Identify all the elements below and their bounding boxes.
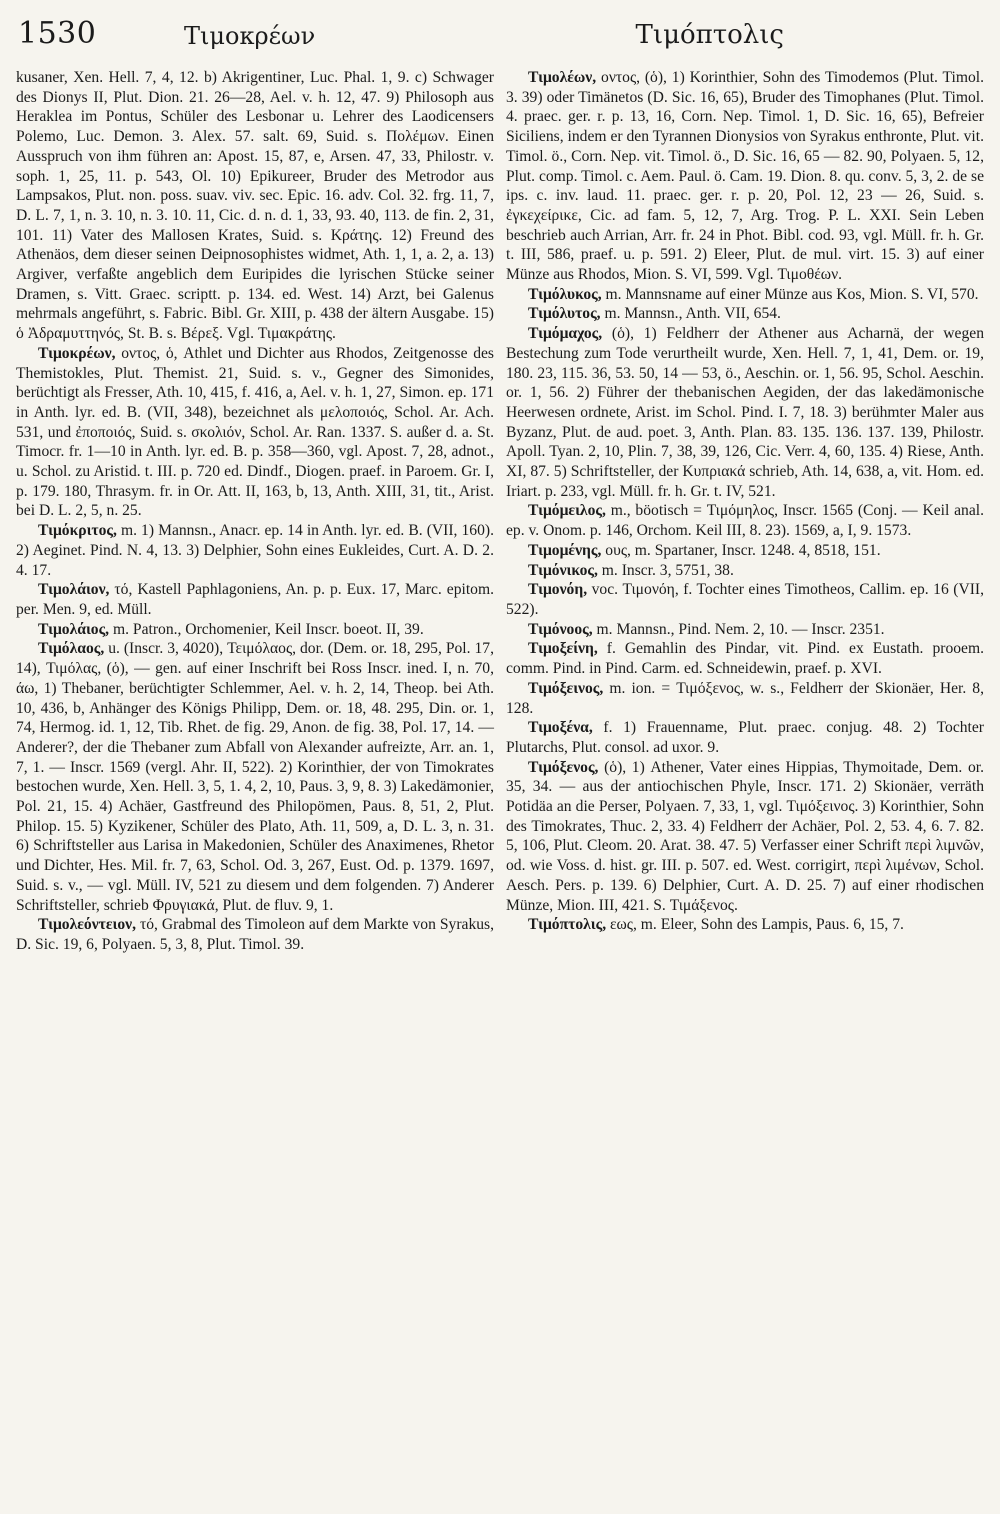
entry-headword: Τιμοξείνη, — [528, 640, 598, 658]
dictionary-entry — [506, 915, 984, 935]
dictionary-entry — [16, 620, 494, 640]
dictionary-entry — [506, 758, 984, 916]
entry-text: (ὁ), 1) Athener, Vater eines Hippias, Thymoitade, Dem. or. 35, 34. — aus der antiochischen Phyle, Inscr. 171. 2) Skionäer, verräth Potidäa an die Perser, Polyaen. 7, 33, 1, vgl. Τιμόξεινος. 3) Korinthier, Sohn des Timokrates, Thuc. 2, 33. 4) Feldherr der Achäer, Pol. 2, 53. 4, 6. 7. 82. 5, 106, Plut. Cleom. 20. Arat. 38. 47. 5) Verfasser einer Schrift περὶ λιμνῶν, od. wie Voss. d. hist. gr. III. p. 507. ed. West. corrigirt, περὶ λιμένων, Schol. Aesch. Pers. p. 139. 6) Delphier, Curt. A. D. 25. 7) auf einer rhodischen Münze, Mion. III, 421. S. Τιμάξενος. — [506, 758, 984, 914]
entry-headword: Τιμομένης, — [528, 541, 602, 559]
entry-headword: Τιμονόη, — [528, 581, 588, 599]
right-column — [506, 68, 984, 955]
entry-text: m. Mannsn., Pind. Nem. 2, 10. — Inscr. 2351. — [592, 620, 885, 638]
dictionary-entry — [506, 304, 984, 324]
entry-headword: Τιμόμαχος, — [528, 325, 603, 343]
dictionary-entry — [16, 915, 494, 954]
entry-text: τό, Grabmal des Timoleon auf dem Markte von Syrakus, D. Sic. 19, 6, Polyaen. 5, 3, 8, Plut. Timol. 39. — [16, 916, 494, 953]
entry-text: u. (Inscr. 3, 4020), Τειμόλαος, dor. (Dem. or. 18, 295, Pol. 17, 14), Τιμόλας, (ὁ), — gen. auf einer Inschrift bei Ross Inscr. ined. I, n. 70, άω, 1) Thebaner, berüchtigter Schlemmer, Ael. v. h. 2, 14, Theop. bei Ath. 10, 436, b, Anhänger des Königs Philipp, Dem. or. 18, 48. 295, Din. or. 1, 74, Hermog. id. 1, 12, Tib. Rhet. de fig. 29, Anon. de fig. 38, Pol. 17, 14. — Anderer?, der die Thebaner zum Abfall von Alexander aufreizte, Arr. an. 1, 7, 1. — Inscr. 1569 (vergl. Ahr. II, 522). 2) Korinthier, der von Timokrates bestochen wurde, Xen. Hell. 3, 5, 1. 4, 2, 10, Paus. 3, 9, 8. 3) Lakedämonier, Pol. 21, 15. 4) Achäer, Gastfreund des Philopömen, Paus. 8, 51, 2, Plut. Philop. 15. 5) Kyzikener, Schüler des Plato, Ath. 11, 509, a, D. L. 3, n. 31. 6) Schriftsteller aus Larisa in Makedonien, Schüler des Anaximenes, Rhetor und Dichter, Hes. Mil. fr. 7, 63, Schol. Od. 3, 267, Eust. Od. p. 1379. 1697, Suid. s. v., — vgl. Müll. IV, 521 zu diesem und dem folgenden. 7) Anderer Schriftsteller, schrieb Φρυγιακά, Plut. de fluv. 9, 1. — [16, 640, 494, 914]
entry-text: f. 1) Frauenname, Plut. praec. conjug. 48. 2) Tochter Plutarchs, Plut. consol. ad uxor. 9. — [506, 719, 984, 756]
dictionary-entry — [506, 620, 984, 640]
entry-headword: Τιμόπτολις, — [528, 916, 607, 934]
entry-text: f. Gemahlin des Pindar, vit. Pind. ex Eustath. prooem. comm. Pind. in Pind. Carm. ed. Schneidewin, praef. p. XVI. — [506, 640, 984, 678]
dictionary-entry — [506, 68, 984, 285]
entry-text: m. 1) Mannsn., Anacr. ep. 14 in Anth. lyr. ed. B. (VII, 160). 2) Aeginet. Pind. N. 4, 13. 3) Delphier, Sohn eines Eukleides, Curt. A. D. 2. 4. 17. — [16, 522, 494, 579]
dictionary-entry — [506, 718, 984, 757]
entry-text: m. Patron., Orchomenier, Keil Inscr. boeot. II, 39. — [109, 620, 424, 638]
dictionary-entry — [16, 639, 494, 915]
entry-text: οντος, (ὁ), 1) Korinthier, Sohn des Timodemos (Plut. Timol. 3. 39) oder Timänetos (D. Sic. 16, 65), Bruder des Timophanes (Plut. Timol. 4. praec. ger. r. p. 13, 16, Corn. Nep. Timol. 1, D. Sic. 16, 65), Befreier Siciliens, indem er den Tyrannen Dionysios von Syrakus enthronte, Plut. vit. Timol. ö., Corn. Nep. vit. Timol. ö., D. Sic. 16, 65 — 82. 90, Polyaen. 5, 12, Plut. comp. Timol. c. Aem. Paul. ö. Cam. 19. Dion. 8. qu. conv. 5, 3, 2. de se ips. c. inv. laud. 11. praec. ger. r. p. 20, Pol. 12, 23 — 26, Suid. s. ἐγκεχείρικε, Cic. ad fam. 5, 12, 7, Arg. Trog. P. L. XXI. Sein Leben beschrieb auch Arrian, Arr. fr. 24 in Phot. Bibl. cod. 93, vgl. Müll. fr. h. Gr. t. III, 586, praef. u. p. 591. 2) Eleer, Plut. de mul. virt. 15. 3) auf einer Münze aus Rhodos, Mion. S. VI, 599. Vgl. Τιμοθέων. — [506, 69, 984, 284]
entry-headword: Τιμόξεινος, — [528, 679, 604, 697]
dictionary-entry — [16, 580, 494, 619]
entry-text: (ὁ), 1) Feldherr der Athener aus Acharnä, der wegen Bestechung zum Tode verurtheilt wurde, Xen. Hell. 7, 1, 41, Dem. or. 19, 180. 23, 115. 36, 53. 50, 14 — 53, ö., Aeschin. or. 1, 56. 95, Schol. Aeschin. or. 1, 56. 2) Führer der thebanischen Aegiden, der das lakedämonische Heerwesen ordnete, Arist. im Schol. Pind. I. 7, 18. 3) berühmter Maler aus Byzanz, Plut. de aud. poet. 3, Anth. Plan. 83. 135. 136. 137. 139, Philostr. Apoll. Tyan. 2, 10, Plin. 7, 38, 39, 126, Cic. Verr. 4, 60, 135. 4) Riese, Anth. XI, 87. 5) Schriftsteller, der Κυπριακά schrieb, Ath. 14, 638, a, vit. Hom. ed. Iriart. p. 233, vgl. Müll. fr. h. Gr. t. IV, 521. — [506, 325, 984, 500]
entry-text: εως, m. Eleer, Sohn des Lampis, Paus. 6, 15, 7. — [606, 916, 904, 934]
dictionary-entry — [16, 68, 494, 344]
entry-headword: Τιμόκριτος, — [38, 522, 117, 540]
left-running-headword: Τιμοκρέων — [184, 22, 316, 50]
entry-headword: Τιμόλυτος, — [528, 305, 601, 323]
entry-text: οντος, ὁ, Athlet und Dichter aus Rhodos, Zeitgenosse des Themistokles, Plut. Themist. 21, Suid. s. v., Gegner des Simonides, berüchtigt als Fresser, Ath. 10, 415, f. 416, a, Ael. v. h. 1, 27, Simon. ep. 171 in Anth. lyr. ed. B. (VII, 348), bezeichnet als μελοποιός, Schol. Ar. Ach. 531, und ἐποποιός, Suid. s. σκολιόν, Schol. Ar. Ran. 1337. S. außer d. a. St. Timocr. fr. 1—10 in Anth. lyr. ed. B. p. 358—360, vgl. Apost. 7, 28, adnot., u. Schol. zu Aristid. t. III. p. 720 ed. Dindf., Diogen. praef. in Paroem. Gr. I, p. 179. 180, Thrasym. fr. in Or. Att. II, 163, b, 13, Anth. XIII, 31, tit., Arist. bei D. L. 2, 5, n. 25. — [16, 344, 494, 520]
dictionary-entry — [16, 344, 494, 521]
entry-text: τό, Kastell Paphlagoniens, An. p. p. Eux. 17, Marc. epitom. per. Men. 9, ed. Müll. — [16, 581, 494, 618]
entry-text: kusaner, Xen. Hell. 7, 4, 12. b) Akrigentiner, Luc. Phal. 1, 9. c) Schwager des Dionys II, Plut. Dion. 21. 26—28, Ael. v. h. 12, 47. 9) Philosoph aus Heraklea im Pontus, Schüler des Lesbonar u. Lehrer des Laodicensers Polemo, Luc. Demon. 3. Alex. 57. salt. 69, Suid. s. Πολέμων. Einen Ausspruch von ihm führen an: Apost. 15, 87, e, Arsen. 47, 33, Philostr. v. soph. 1, 25, 11. p. 543, Ol. 10) Epikureer, Bruder des Metrodor aus Lampsakos, Plut. non. poss. suav. viv. sec. Epic. 16. adv. Col. 32. frg. 11, 7, D. L. 7, 1, n. 3. 10, n. 3. 10. 11, Cic. d. n. d. 1, 33, 93. 40, 113. de fin. 2, 31, 101. 11) Vater des Mallosen Krates, Suid. s. Κράτης. 12) Freund des Athenäos, dem dieser seinen Deipnosophistes widmet, Ath. 1, 1, a. 2, a. 13) Argiver, verfaßte angeblich dem Euripides die lyrischen Stücke seiner Dramen, s. Vitt. Graec. scriptt. p. 134. ed. West. 14) Arzt, bei Galenus mehrmals angeführt, s. Fabric. Bibl. Gr. XIII, p. 438 der ältern Ausgabe. 15) ὁ Ἀδραμυττηνός, St. B. s. Βέρεξ. Vgl. Τιμακράτης. — [16, 69, 494, 343]
entry-headword: Τιμόξενος, — [528, 758, 599, 776]
page-header — [16, 14, 984, 58]
entry-text: m. Mannsname auf einer Münze aus Kos, Mion. S. VI, 570. — [601, 285, 979, 303]
entry-text: m. Inscr. 3, 5751, 38. — [597, 561, 734, 579]
entry-text: m. ion. = Τιμόξενος, w. s., Feldherr der Skionäer, Her. 8, 128. — [506, 679, 984, 717]
page-number: 1530 — [18, 16, 97, 51]
dictionary-entry — [506, 580, 984, 619]
entry-text: m., böotisch = Τιμόμηλος, Inscr. 1565 (Conj. — Keil anal. ep. v. Onom. p. 146, Orchom. Keil III, 8. 23). 1569, a, I, 9. 1573. — [506, 502, 984, 540]
entry-headword: Τιμολάιον, — [38, 581, 110, 599]
dictionary-entry — [16, 521, 494, 580]
entry-headword: Τιμολεόντειον, — [38, 916, 137, 934]
right-running-headword: Τιμόπτολις — [635, 20, 784, 50]
entry-headword: Τιμόνοος, — [528, 620, 593, 638]
entry-headword: Τιμολέων, — [528, 69, 597, 86]
dictionary-entry — [506, 679, 984, 718]
entry-text: ους, m. Spartaner, Inscr. 1248. 4, 8518, 151. — [601, 541, 881, 559]
entry-headword: Τιμόλαος, — [38, 640, 105, 658]
left-column — [16, 68, 494, 955]
entry-text: m. Mannsn., Anth. VII, 654. — [600, 305, 781, 323]
entry-headword: Τιμόμειλος, — [528, 502, 606, 520]
dictionary-entry — [506, 541, 984, 561]
entry-text: voc. Τιμονόη, f. Tochter eines Timotheos, Callim. ep. 16 (VII, 522). — [506, 581, 984, 618]
text-columns — [16, 68, 984, 955]
entry-headword: Τιμόνικος, — [528, 561, 598, 579]
dictionary-entry — [506, 639, 984, 678]
dictionary-entry — [506, 324, 984, 501]
dictionary-entry — [506, 501, 984, 540]
dictionary-entry — [506, 561, 984, 581]
entry-headword: Τιμόλυκος, — [528, 285, 602, 303]
entry-headword: Τιμολάιος, — [38, 620, 110, 638]
entry-headword: Τιμοξένα, — [528, 719, 593, 737]
dictionary-entry — [506, 285, 984, 305]
entry-headword: Τιμοκρέων, — [38, 344, 116, 362]
